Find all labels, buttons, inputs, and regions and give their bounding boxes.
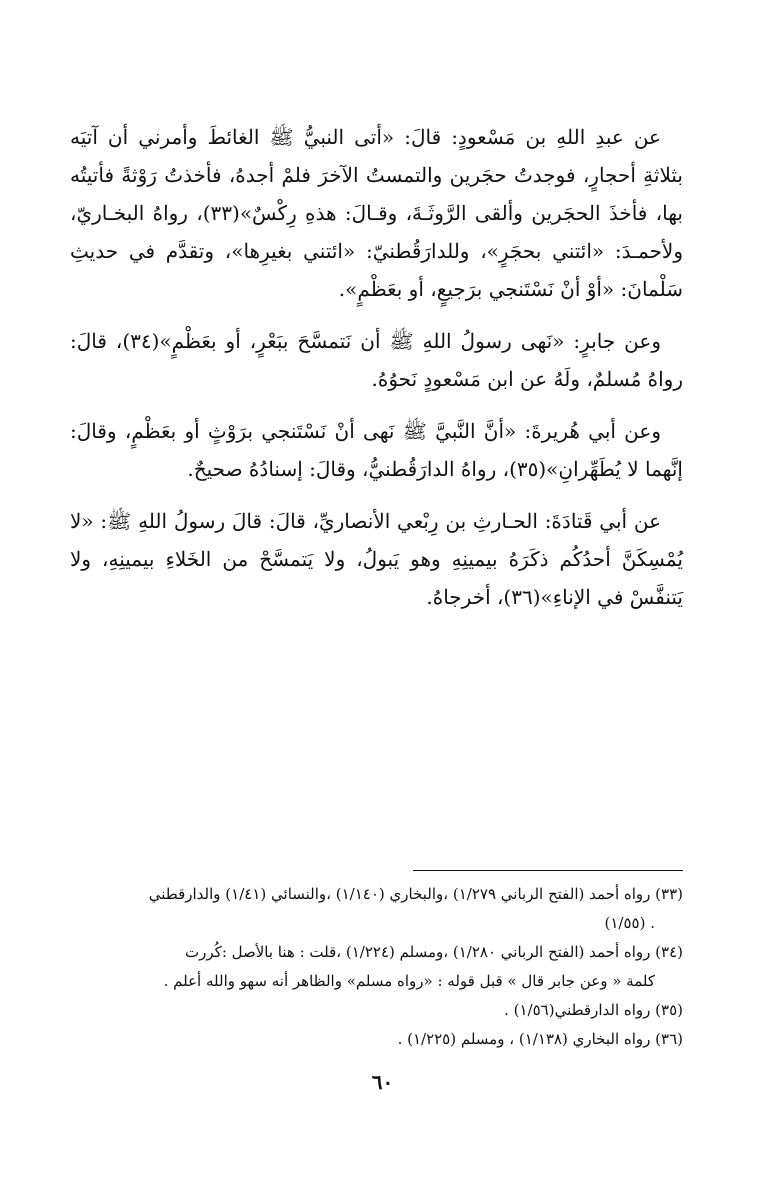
paragraph-abu-hurairah: وعن أبي هُريرةَ: «أنَّ النَّبيَّ ﷺ نَهى أنْ نَسْتَنجي برَوْثٍ أو بعَظْمٍ، وقالَ: إنَّهما لا يُطَهِّرانِ»(٣٥)، رواهُ الدارَقُطنيُّ، وقالَ: إسنادُهُ صحيحٌ. — [70, 419, 683, 481]
footnote-34-continued: كلمة « وعن جابر قال » قبل قوله : «رواه مسلم» والظاهر أنه سهو والله أعلم . — [163, 972, 655, 990]
paragraph-ibn-masud: عن عبدِ اللهِ بن مَسْعودٍ: قالَ: «أتى النبيُّ ﷺ الغائطَ وأمرني أن آتيَه بثلاثةِ أحجارٍ، فوجدتُ حجَرين والتمستُ الآخرَ فلمْ أجدهُ، فأخذتُ رَوْثةً فأتيتُه بها، فأخذَ الحجَرين وألقى الرَّوثَـةَ، وقـالَ: هذهِ رِكْسٌ»(٣٣)، رواهُ البخـاريّ، ولأحمـدَ: «ائتني بحجَرٍ»، وللدارَقُطنيّ: «ائتني بغيرِها»، وتقدَّم في حديثِ سَلْمانَ: «أوْ أنْ نَسْتَنجي برَجيعٍ، أو بعَظْمٍ». — [70, 125, 683, 301]
paragraph-jabir: وعن جابرٍ: «نَهى رسولُ اللهِ ﷺ أن نَتمسَّحَ ببَعْرٍ، أو بعَظْمٍ»(٣٤)، قالَ: رواهُ مُسلمٌ، ولَهُ عن ابن مَسْعودٍ نَحوُهُ. — [70, 329, 683, 391]
page-number: ٦٠ — [371, 1070, 394, 1094]
footnote-35: (٣٥) رواه الدارقطني(١/٥٦) . — [504, 1001, 683, 1019]
footnote-36: (٣٦) رواه البخاري (١/١٣٨) ، ومسلم (١/٢٢٥) . — [397, 1030, 683, 1048]
footnote-34: (٣٤) رواه أحمد (الفتح الرباني ١/٢٨٠) ،ومسلم (١/٢٢٤) ،قلت : هنا بالأصل :كُررت — [185, 943, 683, 961]
footnotes — [70, 880, 683, 1054]
footnote-33: (٣٣) رواه أحمد (الفتح الرباني ١/٢٧٩) ،والبخاري (١/١٤٠) ،والنسائي (١/٤١) والدارقطني — [148, 885, 683, 903]
paragraph-abu-qatadah: عن أبي قَتادَةَ: الحـارثِ بن رِبْعي الأنصاريِّ، قالَ: قالَ رسولُ اللهِ ﷺ: «لا يُمْسِكَنَّ أحدُكُم ذكَرَهُ بيمينِهِ وهو يَبولُ، ولا يَتمسَّحْ من الخَلاءِ بيمينِهِ، ولا يَتنفَّسْ في الإناءِ»(٣٦)، أخرجاهُ. — [70, 509, 683, 609]
footnote-33-continued: . (١/٥٥) — [604, 914, 655, 932]
footnote-separator — [413, 870, 683, 871]
main-text — [70, 118, 683, 630]
